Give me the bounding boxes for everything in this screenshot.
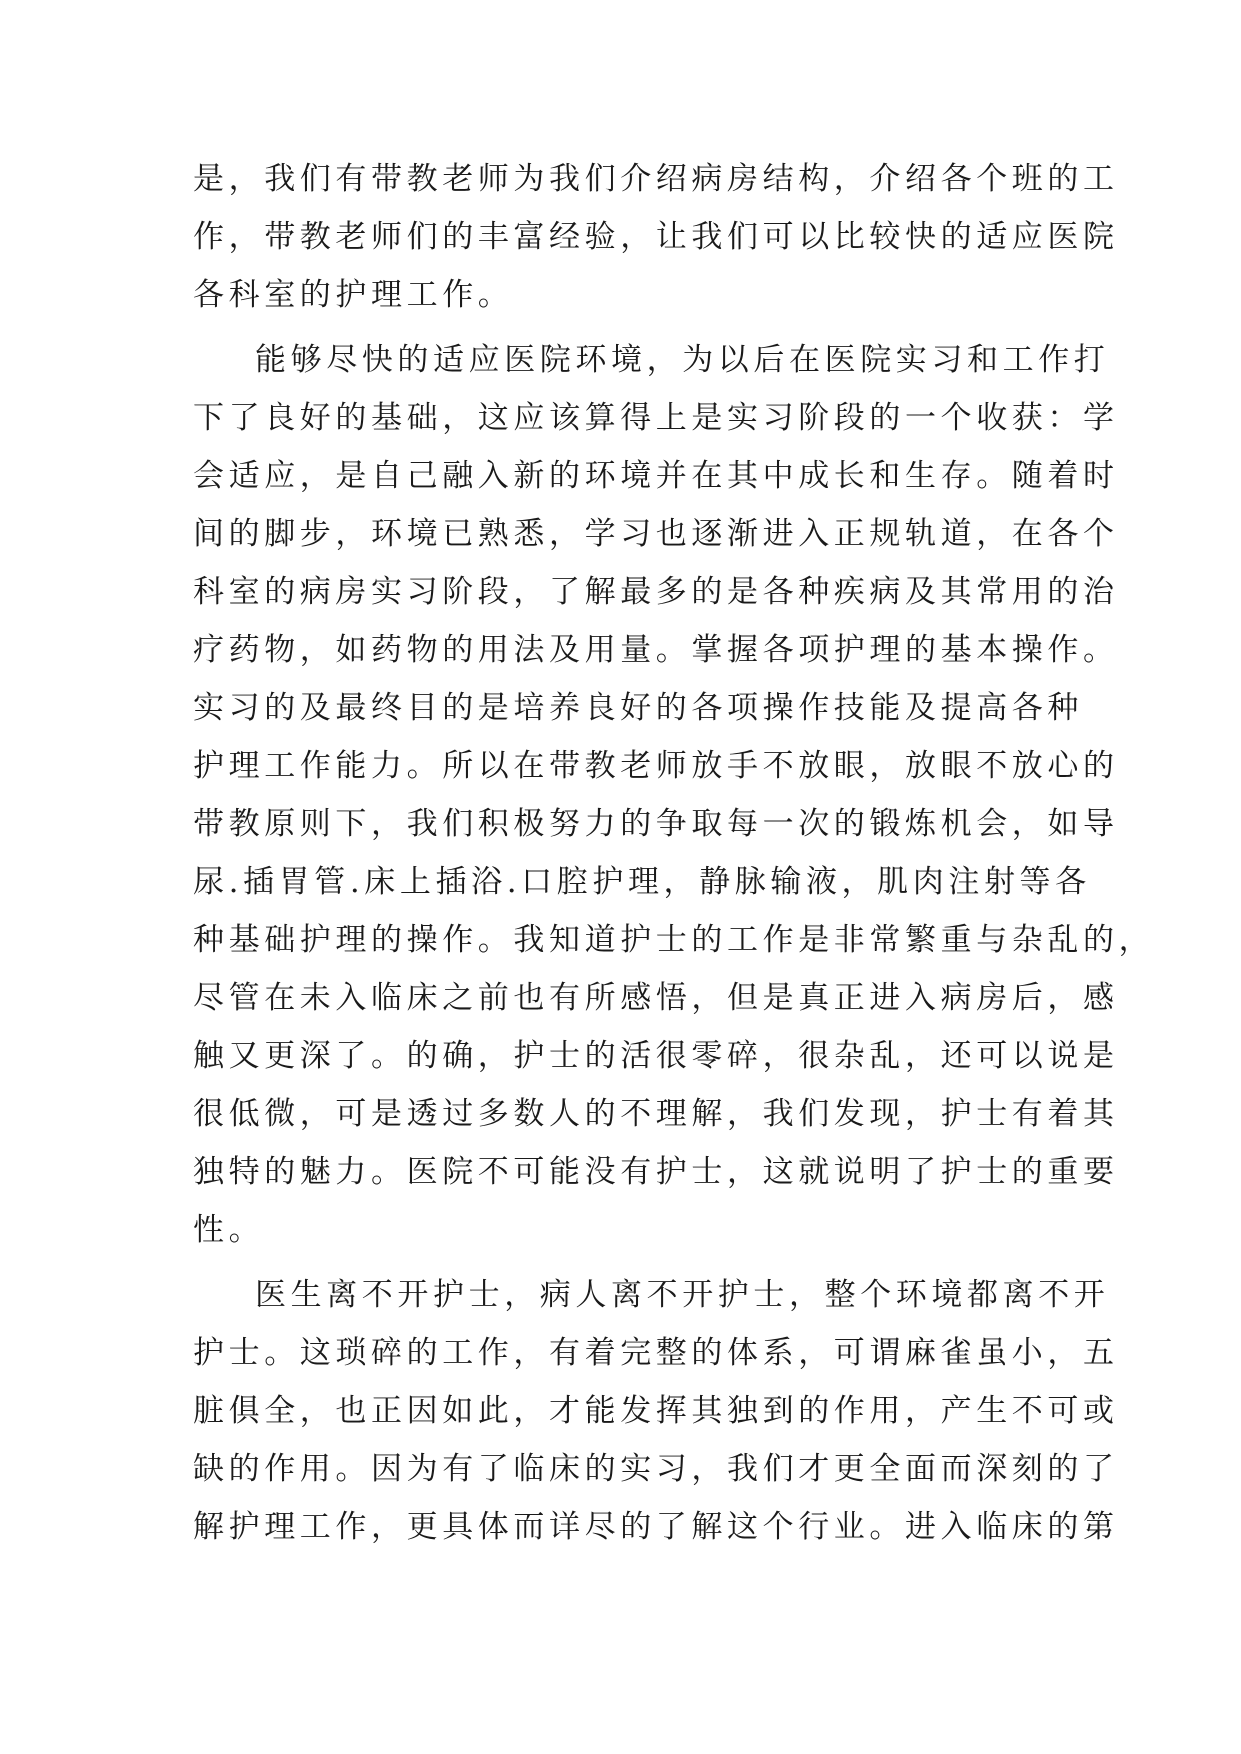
text-line: 带教原则下，我们积极努力的争取每一次的锻炼机会，如导 xyxy=(193,806,1119,842)
text-line: 触又更深了。的确，护士的活很零碎，很杂乱，还可以说是 xyxy=(193,1038,1119,1074)
text-line: 间的脚步，环境已熟悉，学习也逐渐进入正规轨道，在各个 xyxy=(193,516,1119,552)
text-line: 护士。这琐碎的工作，有着完整的体系，可谓麻雀虽小，五 xyxy=(193,1335,1119,1371)
text-line: 独特的魅力。医院不可能没有护士，这就说明了护士的重要 xyxy=(193,1154,1119,1190)
text-line: 各科室的护理工作。 xyxy=(193,277,514,313)
text-line: 脏俱全，也正因如此，才能发挥其独到的作用，产生不可或 xyxy=(193,1393,1119,1429)
text-line: 解护理工作，更具体而详尽的了解这个行业。进入临床的第 xyxy=(193,1509,1119,1545)
text-line: 尿.插胃管.床上插浴.口腔护理，静脉输液，肌肉注射等各 xyxy=(193,864,1091,900)
text-line: 下了良好的基础，这应该算得上是实习阶段的一个收获：学 xyxy=(193,400,1119,436)
text-line: 疗药物，如药物的用法及用量。掌握各项护理的基本操作。 xyxy=(193,632,1119,668)
text-line: 科室的病房实习阶段，了解最多的是各种疾病及其常用的治 xyxy=(193,574,1119,610)
text-line: 是，我们有带教老师为我们介绍病房结构，介绍各个班的工 xyxy=(193,161,1119,197)
text-line: 医生离不开护士，病人离不开护士，整个环境都离不开 xyxy=(255,1277,1110,1313)
text-line: 很低微，可是透过多数人的不理解，我们发现，护士有着其 xyxy=(193,1096,1119,1132)
text-line: 种基础护理的操作。我知道护士的工作是非常繁重与杂乱的， xyxy=(193,922,1155,958)
text-line: 缺的作用。因为有了临床的实习，我们才更全面而深刻的了 xyxy=(193,1451,1119,1487)
text-line: 会适应，是自己融入新的环境并在其中成长和生存。随着时 xyxy=(193,458,1119,494)
text-line: 实习的及最终目的是培养良好的各项操作技能及提高各种 xyxy=(193,690,1083,726)
text-line: 性。 xyxy=(193,1212,265,1248)
text-line: 尽管在未入临床之前也有所感悟，但是真正进入病房后，感 xyxy=(193,980,1119,1016)
text-line: 作，带教老师们的丰富经验，让我们可以比较快的适应医院 xyxy=(193,219,1119,255)
text-line: 能够尽快的适应医院环境，为以后在医院实习和工作打 xyxy=(255,342,1110,378)
text-line: 护理工作能力。所以在带教老师放手不放眼，放眼不放心的 xyxy=(193,748,1119,784)
